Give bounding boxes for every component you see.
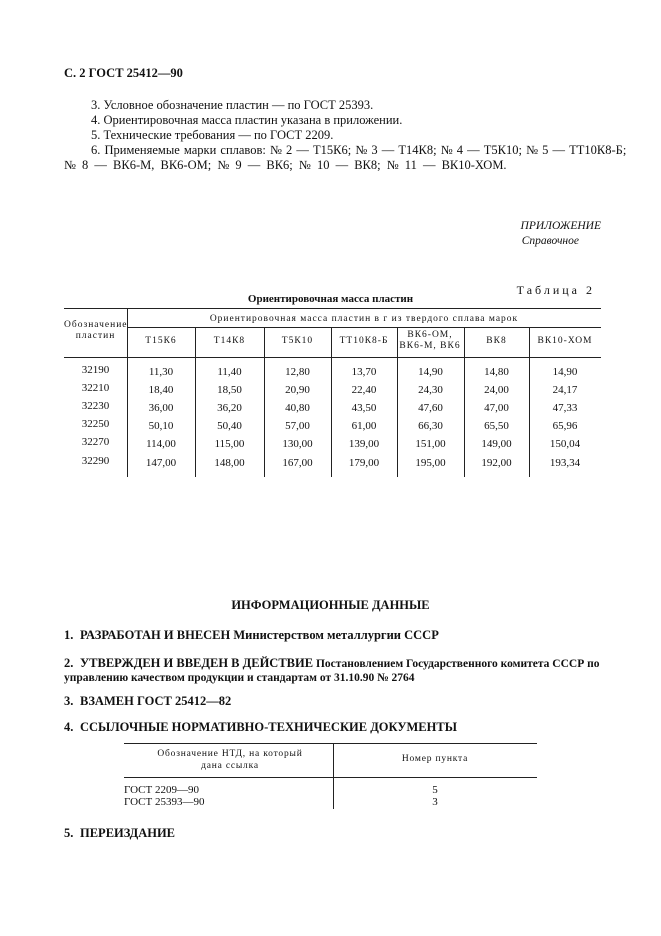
col-header: Т14К8 xyxy=(213,336,246,346)
appendix-subtitle: Справочное xyxy=(521,235,579,247)
table-cell: 32290 xyxy=(81,455,110,467)
ref-top-rule xyxy=(124,743,537,744)
table-cell: 50,40 xyxy=(217,420,242,432)
ref-doc: ГОСТ 2209—90 xyxy=(124,784,199,796)
info-num: 5. xyxy=(64,826,74,840)
info-bold: РАЗРАБОТАН И ВНЕСЕН xyxy=(80,628,231,642)
table-cell: 150,04 xyxy=(549,438,581,450)
col-header: Т5К10 xyxy=(281,336,314,346)
appendix-title: ПРИЛОЖЕНИЕ xyxy=(520,220,601,232)
info-num: 1. xyxy=(64,628,74,642)
table-cell: 24,30 xyxy=(418,384,443,396)
table-cell: 32250 xyxy=(81,418,110,430)
col-header: ТТ10К8-Б xyxy=(339,336,389,346)
info-num: 4. xyxy=(64,720,74,734)
table-header-rule xyxy=(64,357,601,358)
info-bold: ПЕРЕИЗДАНИЕ xyxy=(80,826,176,840)
table-cell: 179,00 xyxy=(348,457,380,469)
table-cell: 43,50 xyxy=(351,402,377,414)
ref-col-header: Номер пункта xyxy=(401,754,469,764)
table-cell: 61,00 xyxy=(351,420,377,432)
col-header: Т15К6 xyxy=(145,336,177,346)
info-item-5 xyxy=(64,825,175,841)
table-cell: 147,00 xyxy=(145,457,177,469)
table-cell: 24,17 xyxy=(552,384,578,396)
item-6: 6. Применяемые марки сплавов: № 2 — Т15К6; № 3 — Т14К8; № 4 — Т5К10; № 5 — ТТ10К8-Б; xyxy=(91,143,627,157)
table-cell: 195,00 xyxy=(415,457,446,469)
table-cell: 24,00 xyxy=(484,384,509,396)
ref-header-rule xyxy=(124,777,537,778)
table-cell: 192,00 xyxy=(481,457,512,469)
ref-clause: 5 xyxy=(432,784,438,796)
table-cell: 65,96 xyxy=(552,420,578,432)
table-cell: 14,90 xyxy=(552,366,578,378)
ref-doc: ГОСТ 25393—90 xyxy=(124,796,205,808)
table-cell: 14,80 xyxy=(484,366,509,378)
table-cell: 40,80 xyxy=(285,402,310,414)
col-header: ВК10-ХОМ xyxy=(537,336,593,346)
table-cell: 32270 xyxy=(81,436,110,448)
table-top-rule xyxy=(64,308,601,309)
table-cell: 47,00 xyxy=(484,402,509,414)
info-item-2-line2 xyxy=(64,669,415,686)
table-cell: 114,00 xyxy=(146,438,176,450)
table-cell: 115,00 xyxy=(214,438,245,450)
table-cell: 18,40 xyxy=(148,384,174,396)
table-cell: 32210 xyxy=(81,382,110,394)
table-cell: 148,00 xyxy=(214,457,245,469)
item-6-continued: № 8 — ВК6-М, ВК6-ОМ; № 9 — ВК6; № 10 — ВК8; № 11 — ВК10-ХОМ. xyxy=(64,158,507,172)
table-cell: 66,30 xyxy=(418,420,443,432)
table-cell: 36,20 xyxy=(217,402,242,414)
table-cell: 151,00 xyxy=(415,438,446,450)
info-text: Постановлением Государственного комитета СССР по xyxy=(313,658,600,670)
table-cell: 13,70 xyxy=(351,366,377,378)
info-title: ИНФОРМАЦИОННЫЕ ДАННЫЕ xyxy=(231,598,430,612)
table-cell: 57,00 xyxy=(285,420,310,432)
info-num: 2. xyxy=(64,656,74,670)
first-col-header: Обозначение пластин xyxy=(64,320,128,341)
table-cell: 11,40 xyxy=(217,366,242,378)
ref-col-header: Обозначение НТД, на который дана ссылка xyxy=(157,749,303,771)
table-cell: 50,10 xyxy=(148,420,174,432)
item-4: 4. Ориентировочная масса пластин указана в приложении. xyxy=(91,113,403,127)
col-header: ВК6-ОМ, ВК6-М, ВК6 xyxy=(399,330,461,351)
table-cell: 12,80 xyxy=(285,366,310,378)
item-5: 5. Технические требования — по ГОСТ 2209. xyxy=(91,128,334,142)
table-cell: 32230 xyxy=(81,400,110,412)
table-cell: 139,00 xyxy=(348,438,380,450)
table-cell: 149,00 xyxy=(481,438,512,450)
info-item-3 xyxy=(64,693,231,709)
table-cell: 18,50 xyxy=(217,384,242,396)
item-3: 3. Условное обозначение пластин — по ГОСТ 25393. xyxy=(91,98,374,112)
ref-clause: 3 xyxy=(432,796,438,808)
table-cell: 36,00 xyxy=(148,402,174,414)
info-item-1 xyxy=(64,627,439,643)
table-title: Ориентировочная масса пластин xyxy=(247,293,414,305)
table-cell: 32190 xyxy=(81,364,110,376)
table-cell: 20,90 xyxy=(285,384,310,396)
info-num: 3. xyxy=(64,694,74,708)
table-cell: 65,50 xyxy=(484,420,509,432)
table-cell: 22,40 xyxy=(351,384,377,396)
info-bold: УТВЕРЖДЕН И ВВЕДЕН В ДЕЙСТВИЕ xyxy=(80,656,314,670)
info-text: Министерством металлургии СССР xyxy=(230,628,439,642)
col-header: ВК8 xyxy=(486,336,507,346)
table-cell: 14,90 xyxy=(418,366,443,378)
table-label: Таблица 2 xyxy=(516,283,595,297)
table-cell: 47,60 xyxy=(418,402,443,414)
table-cell: 11,30 xyxy=(148,366,174,378)
page-header: С. 2 ГОСТ 25412—90 xyxy=(64,66,183,80)
table-cell: 47,33 xyxy=(552,402,578,414)
info-item-4 xyxy=(64,719,457,735)
info-text: управлению качеством продукции и стандартам от 31.10.90 № 2764 xyxy=(64,672,415,684)
table-cell: 130,00 xyxy=(282,438,313,450)
group-header: Ориентировочная масса пластин в г из твердого сплава марок xyxy=(209,314,519,324)
info-bold: ВЗАМЕН ГОСТ 25412—82 xyxy=(80,694,232,708)
table-cell: 167,00 xyxy=(282,457,313,469)
info-bold: ССЫЛОЧНЫЕ НОРМАТИВНО-ТЕХНИЧЕСКИЕ ДОКУМЕНТЫ xyxy=(80,720,457,734)
table-cell: 193,34 xyxy=(549,457,581,469)
